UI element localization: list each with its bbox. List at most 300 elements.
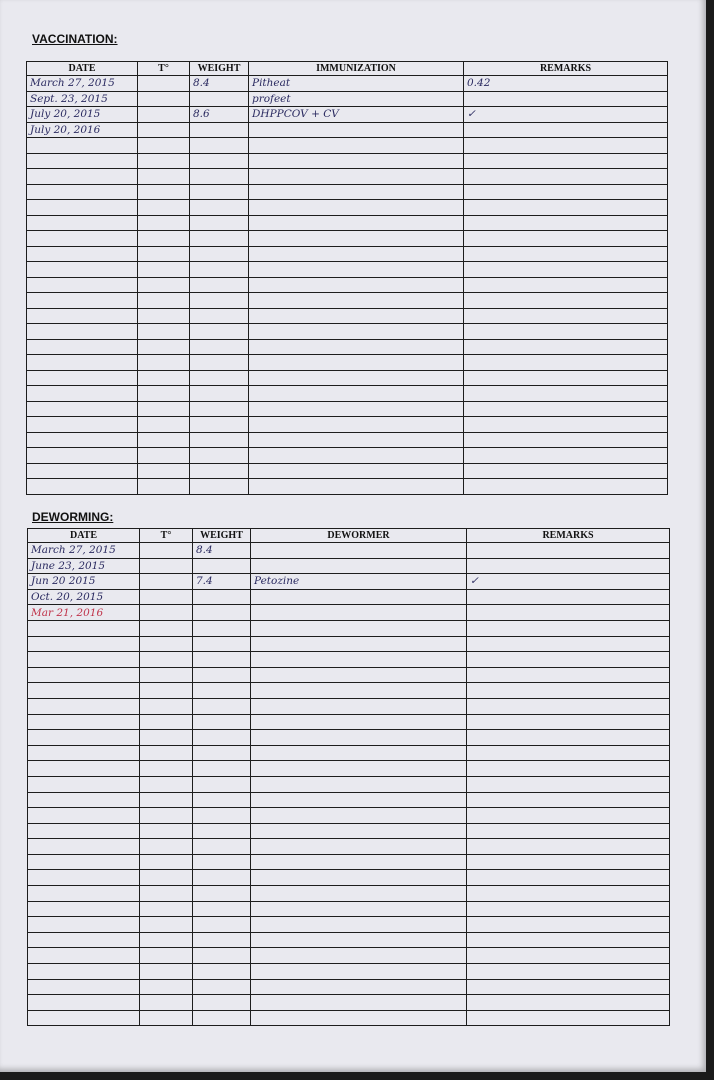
remarks-cell <box>464 386 668 402</box>
date-cell <box>28 948 140 964</box>
date-cell <box>28 854 140 870</box>
temperature-cell <box>140 948 193 964</box>
weight-cell <box>193 917 251 933</box>
immunization-cell <box>249 138 464 154</box>
immunization-cell <box>249 184 464 200</box>
remarks-cell <box>467 683 670 699</box>
temperature-cell <box>138 169 190 185</box>
remarks-cell <box>467 823 670 839</box>
deworming-table-row <box>28 886 670 902</box>
vaccination-table-header <box>27 62 668 76</box>
temperature-cell <box>138 293 190 309</box>
date-cell <box>27 293 138 309</box>
remarks-cell: ✓ <box>467 574 670 590</box>
vaccination-table-row <box>27 386 668 402</box>
deworming-table-row <box>28 839 670 855</box>
remarks-cell <box>467 932 670 948</box>
weight-cell <box>190 122 249 138</box>
date-cell: July 20, 2016 <box>27 122 138 138</box>
temperature-cell <box>140 620 193 636</box>
temperature-cell <box>140 823 193 839</box>
temperature-cell <box>138 417 190 433</box>
temperature-cell <box>138 200 190 216</box>
weight-cell <box>193 589 251 605</box>
vaccination-table-row <box>27 355 668 371</box>
date-cell <box>28 964 140 980</box>
immunization-header: IMMUNIZATION <box>249 62 464 76</box>
temperature-cell <box>138 153 190 169</box>
deworming-table-row <box>28 854 670 870</box>
weight-header: WEIGHT <box>193 529 251 543</box>
temperature-cell <box>140 792 193 808</box>
immunization-cell <box>249 169 464 185</box>
dewormer-cell <box>251 808 467 824</box>
weight-cell <box>190 308 249 324</box>
remarks-cell <box>464 293 668 309</box>
date-cell <box>27 370 138 386</box>
weight-cell <box>193 823 251 839</box>
remarks-cell <box>464 153 668 169</box>
weight-cell <box>193 558 251 574</box>
date-cell <box>28 995 140 1011</box>
immunization-cell <box>249 122 464 138</box>
remarks-cell <box>467 667 670 683</box>
remarks-cell <box>464 277 668 293</box>
dewormer-cell <box>251 543 467 559</box>
temperature-cell <box>140 636 193 652</box>
vaccination-title: VACCINATION: <box>32 32 118 46</box>
weight-cell <box>190 246 249 262</box>
weight-cell <box>193 605 251 621</box>
dewormer-cell <box>251 932 467 948</box>
date-cell <box>27 355 138 371</box>
temperature-cell <box>138 386 190 402</box>
weight-cell <box>193 620 251 636</box>
remarks-cell <box>464 122 668 138</box>
immunization-cell <box>249 200 464 216</box>
date-cell: Oct. 20, 2015 <box>28 589 140 605</box>
weight-cell <box>193 901 251 917</box>
deworming-table-row <box>28 745 670 761</box>
date-cell <box>27 417 138 433</box>
remarks-cell <box>467 652 670 668</box>
date-cell <box>28 808 140 824</box>
weight-cell <box>193 761 251 777</box>
weight-cell <box>190 463 249 479</box>
remarks-cell <box>467 948 670 964</box>
weight-cell <box>193 745 251 761</box>
temperature-cell <box>138 122 190 138</box>
temperature-cell <box>140 917 193 933</box>
temperature-cell <box>138 308 190 324</box>
deworming-table-header <box>28 529 670 543</box>
deworming-table <box>27 528 670 1026</box>
vaccination-table-row <box>27 169 668 185</box>
temperature-cell <box>138 401 190 417</box>
temperature-cell <box>138 262 190 278</box>
weight-cell <box>190 448 249 464</box>
remarks-cell <box>464 169 668 185</box>
remarks-cell <box>467 901 670 917</box>
temperature-cell <box>140 714 193 730</box>
temperature-cell <box>140 683 193 699</box>
remarks-cell <box>467 776 670 792</box>
weight-cell <box>190 417 249 433</box>
weight-cell <box>193 932 251 948</box>
vaccination-table-row <box>27 448 668 464</box>
immunization-cell <box>249 339 464 355</box>
remarks-cell <box>467 605 670 621</box>
weight-cell <box>190 153 249 169</box>
immunization-cell <box>249 463 464 479</box>
dewormer-cell: Petozine <box>251 574 467 590</box>
vaccination-table-row <box>27 231 668 247</box>
weight-header: WEIGHT <box>190 62 249 76</box>
date-cell <box>28 823 140 839</box>
date-cell <box>27 231 138 247</box>
deworming-table-row <box>28 652 670 668</box>
dewormer-cell <box>251 792 467 808</box>
date-cell <box>28 886 140 902</box>
immunization-cell: Pitheat <box>249 76 464 92</box>
weight-cell <box>190 91 249 107</box>
temperature-cell <box>140 652 193 668</box>
deworming-table-row <box>28 761 670 777</box>
temperature-cell <box>138 215 190 231</box>
immunization-cell <box>249 386 464 402</box>
weight-cell <box>190 386 249 402</box>
date-cell <box>27 463 138 479</box>
vaccination-table-row <box>27 463 668 479</box>
immunization-cell <box>249 262 464 278</box>
dewormer-cell <box>251 620 467 636</box>
date-cell <box>27 262 138 278</box>
immunization-cell <box>249 432 464 448</box>
vaccination-table-row <box>27 76 668 92</box>
weight-cell <box>190 355 249 371</box>
date-cell <box>28 698 140 714</box>
remarks-cell <box>467 543 670 559</box>
remarks-header: REMARKS <box>467 529 670 543</box>
remarks-cell <box>464 308 668 324</box>
remarks-header: REMARKS <box>464 62 668 76</box>
temperature-cell <box>140 745 193 761</box>
temperature-cell <box>140 870 193 886</box>
dewormer-cell <box>251 714 467 730</box>
remarks-cell <box>464 324 668 340</box>
immunization-cell <box>249 231 464 247</box>
deworming-table-row <box>28 979 670 995</box>
immunization-cell <box>249 324 464 340</box>
vaccination-table-row <box>27 200 668 216</box>
dewormer-cell <box>251 652 467 668</box>
vaccination-table-row <box>27 246 668 262</box>
remarks-cell <box>467 870 670 886</box>
deworming-table-row <box>28 589 670 605</box>
remarks-cell <box>467 698 670 714</box>
remarks-cell <box>467 979 670 995</box>
temperature-cell <box>140 964 193 980</box>
date-cell <box>27 479 138 495</box>
deworming-table-row <box>28 730 670 746</box>
deworming-table-row <box>28 698 670 714</box>
weight-cell <box>190 432 249 448</box>
date-cell <box>28 667 140 683</box>
deworming-table-row <box>28 823 670 839</box>
temperature-cell <box>138 339 190 355</box>
remarks-cell <box>467 995 670 1011</box>
remarks-cell: 0.42 <box>464 76 668 92</box>
deworming-table-row <box>28 636 670 652</box>
deworming-table-row <box>28 995 670 1011</box>
weight-cell <box>193 964 251 980</box>
dewormer-cell <box>251 948 467 964</box>
date-cell: June 23, 2015 <box>28 558 140 574</box>
weight-cell <box>193 854 251 870</box>
deworming-table-row <box>28 808 670 824</box>
weight-cell <box>190 293 249 309</box>
vaccination-table-row <box>27 91 668 107</box>
weight-cell <box>190 262 249 278</box>
date-cell <box>27 184 138 200</box>
immunization-cell <box>249 355 464 371</box>
immunization-cell <box>249 417 464 433</box>
temperature-header: T° <box>138 62 190 76</box>
weight-cell: 8.6 <box>190 107 249 123</box>
weight-cell <box>193 792 251 808</box>
date-cell: Sept. 23, 2015 <box>27 91 138 107</box>
deworming-table-row <box>28 964 670 980</box>
remarks-cell <box>467 745 670 761</box>
temperature-cell <box>138 370 190 386</box>
temperature-cell <box>138 479 190 495</box>
temperature-cell <box>140 979 193 995</box>
deworming-table-row <box>28 776 670 792</box>
remarks-cell <box>467 620 670 636</box>
weight-cell <box>193 776 251 792</box>
remarks-cell <box>464 463 668 479</box>
date-cell <box>28 932 140 948</box>
deworming-table-row <box>28 558 670 574</box>
date-cell <box>28 979 140 995</box>
dewormer-cell <box>251 558 467 574</box>
date-cell <box>28 839 140 855</box>
remarks-cell <box>467 558 670 574</box>
remarks-cell <box>464 370 668 386</box>
date-cell: March 27, 2015 <box>27 76 138 92</box>
weight-cell <box>190 479 249 495</box>
date-cell: Jun 20 2015 <box>28 574 140 590</box>
deworming-table-row <box>28 683 670 699</box>
date-cell <box>28 745 140 761</box>
weight-cell <box>190 138 249 154</box>
weight-cell <box>193 652 251 668</box>
deworming-table-row <box>28 870 670 886</box>
weight-cell <box>193 636 251 652</box>
date-cell <box>28 652 140 668</box>
weight-cell <box>190 231 249 247</box>
dewormer-cell <box>251 636 467 652</box>
weight-cell <box>193 886 251 902</box>
temperature-cell <box>140 730 193 746</box>
vaccination-table-row <box>27 339 668 355</box>
deworming-title: DEWORMING: <box>32 510 114 524</box>
date-cell <box>27 339 138 355</box>
vaccination-table-row <box>27 324 668 340</box>
weight-cell <box>190 401 249 417</box>
vaccination-table-row <box>27 184 668 200</box>
temperature-cell <box>140 932 193 948</box>
immunization-cell <box>249 277 464 293</box>
deworming-table-row <box>28 932 670 948</box>
weight-cell <box>193 808 251 824</box>
weight-cell <box>190 370 249 386</box>
immunization-cell <box>249 293 464 309</box>
weight-cell <box>193 730 251 746</box>
date-cell <box>27 246 138 262</box>
immunization-cell <box>249 308 464 324</box>
dewormer-cell <box>251 870 467 886</box>
temperature-cell <box>138 76 190 92</box>
date-cell <box>28 776 140 792</box>
deworming-table-row <box>28 948 670 964</box>
remarks-cell <box>467 714 670 730</box>
remarks-cell <box>464 339 668 355</box>
date-cell <box>27 401 138 417</box>
deworming-table-row <box>28 620 670 636</box>
vaccination-table-row <box>27 308 668 324</box>
weight-cell <box>193 870 251 886</box>
weight-cell <box>190 324 249 340</box>
temperature-cell <box>138 432 190 448</box>
dewormer-cell <box>251 683 467 699</box>
date-header: DATE <box>27 62 138 76</box>
deworming-table-row <box>28 574 670 590</box>
date-cell: March 27, 2015 <box>28 543 140 559</box>
dewormer-cell <box>251 917 467 933</box>
remarks-cell <box>467 886 670 902</box>
weight-cell <box>193 683 251 699</box>
temperature-cell <box>140 839 193 855</box>
remarks-cell <box>464 91 668 107</box>
date-cell <box>28 870 140 886</box>
weight-cell <box>190 277 249 293</box>
weight-cell <box>193 667 251 683</box>
date-cell <box>27 215 138 231</box>
deworming-table-row <box>28 543 670 559</box>
remarks-cell <box>467 1010 670 1026</box>
remarks-cell <box>464 231 668 247</box>
weight-cell <box>193 714 251 730</box>
temperature-cell <box>138 91 190 107</box>
date-cell <box>27 138 138 154</box>
date-cell <box>27 386 138 402</box>
deworming-table-row <box>28 605 670 621</box>
remarks-cell <box>464 355 668 371</box>
vaccination-table-row <box>27 401 668 417</box>
date-cell <box>27 448 138 464</box>
weight-cell <box>193 698 251 714</box>
dewormer-cell <box>251 776 467 792</box>
vaccination-table-row <box>27 122 668 138</box>
temperature-cell <box>140 886 193 902</box>
date-cell <box>27 153 138 169</box>
remarks-cell <box>467 964 670 980</box>
dewormer-cell <box>251 979 467 995</box>
date-cell <box>28 714 140 730</box>
weight-cell <box>193 948 251 964</box>
deworming-table-row <box>28 1010 670 1026</box>
weight-cell <box>193 839 251 855</box>
dewormer-cell <box>251 823 467 839</box>
dewormer-cell <box>251 730 467 746</box>
date-cell <box>27 277 138 293</box>
remarks-cell <box>464 448 668 464</box>
immunization-cell: profeet <box>249 91 464 107</box>
temperature-cell <box>138 463 190 479</box>
remarks-cell <box>467 792 670 808</box>
temperature-cell <box>138 324 190 340</box>
dewormer-cell <box>251 964 467 980</box>
date-cell <box>28 1010 140 1026</box>
remarks-cell <box>464 246 668 262</box>
weight-cell <box>193 1010 251 1026</box>
dewormer-cell <box>251 886 467 902</box>
temperature-cell <box>138 231 190 247</box>
deworming-table-row <box>28 667 670 683</box>
date-cell <box>28 901 140 917</box>
vaccination-table-row <box>27 107 668 123</box>
vaccination-table-row <box>27 215 668 231</box>
remarks-cell <box>464 401 668 417</box>
temperature-cell <box>140 808 193 824</box>
dewormer-cell <box>251 589 467 605</box>
remarks-cell <box>464 417 668 433</box>
dewormer-cell <box>251 854 467 870</box>
deworming-table-row <box>28 792 670 808</box>
temperature-cell <box>140 776 193 792</box>
vaccination-table-row <box>27 153 668 169</box>
temperature-cell <box>138 184 190 200</box>
immunization-cell: DHPPCOV + CV <box>249 107 464 123</box>
date-cell <box>27 200 138 216</box>
vaccination-table-row <box>27 277 668 293</box>
dewormer-header: DEWORMER <box>251 529 467 543</box>
immunization-cell <box>249 370 464 386</box>
remarks-cell <box>467 917 670 933</box>
dewormer-cell <box>251 745 467 761</box>
dewormer-cell <box>251 1010 467 1026</box>
dewormer-cell <box>251 995 467 1011</box>
remarks-cell <box>467 730 670 746</box>
dewormer-cell <box>251 605 467 621</box>
weight-cell <box>193 995 251 1011</box>
temperature-header: T° <box>140 529 193 543</box>
temperature-cell <box>140 995 193 1011</box>
remarks-cell <box>464 432 668 448</box>
date-cell: July 20, 2015 <box>27 107 138 123</box>
remarks-cell <box>467 636 670 652</box>
dewormer-cell <box>251 839 467 855</box>
vaccination-table-row <box>27 479 668 495</box>
date-cell <box>28 636 140 652</box>
immunization-cell <box>249 246 464 262</box>
weight-cell <box>190 169 249 185</box>
immunization-cell <box>249 479 464 495</box>
temperature-cell <box>138 138 190 154</box>
temperature-cell <box>140 854 193 870</box>
weight-cell: 8.4 <box>190 76 249 92</box>
